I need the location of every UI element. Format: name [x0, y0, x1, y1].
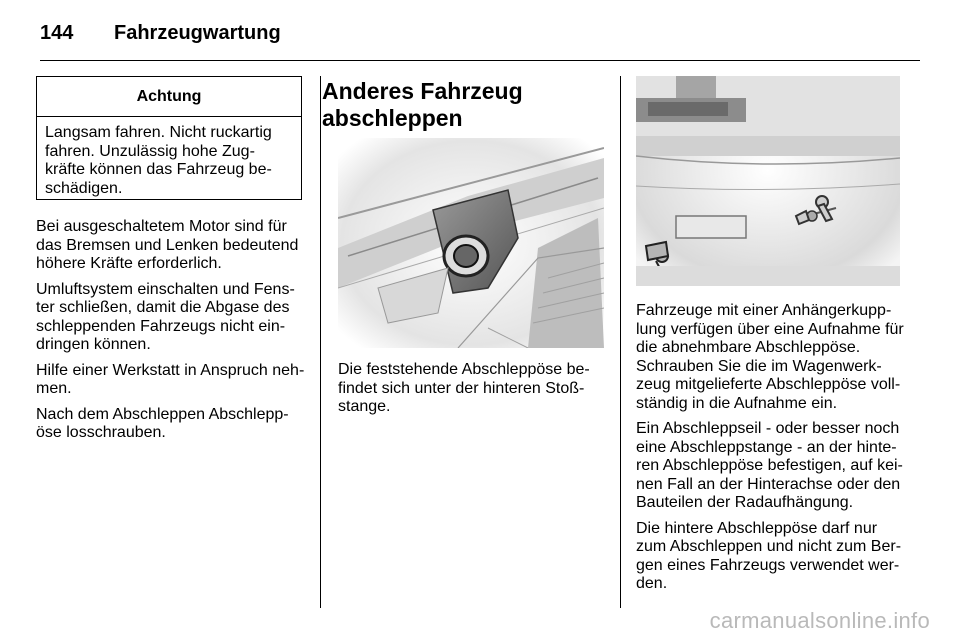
trailer-hitch-photo	[636, 76, 900, 286]
paragraph: Umluftsystem einschalten und Fens- ter schließen, damit die Abgase des schleppenden Fahrzeugs nicht ein- dringen können.	[36, 280, 295, 353]
paragraph: Bei ausgeschaltetem Motor sind für das Bremsen und Lenken bedeutend höhere Kräfte erforderlich.	[36, 218, 299, 272]
warning-title: Achtung	[37, 77, 301, 117]
paragraph: Nach dem Abschleppen Abschlepp- öse losschrauben.	[36, 405, 289, 441]
tow-eye-photo	[338, 138, 604, 348]
column-divider-1	[320, 76, 321, 608]
rear-bumper-illustration	[636, 76, 900, 286]
paragraph: Hilfe einer Werkstatt in Anspruch neh- men.	[36, 361, 305, 397]
watermark: carmanualsonline.info	[709, 608, 930, 633]
warning-line: kräfte können das Fahrzeug be-	[45, 161, 272, 178]
warning-line: fahren. Unzulässig hohe Zug-	[45, 142, 255, 160]
page-header	[40, 14, 920, 61]
section-title: Anderes Fahrzeug abschleppen	[322, 78, 523, 131]
column-divider-2	[620, 76, 621, 608]
warning-line: schädigen.	[45, 179, 123, 197]
paragraph: Ein Abschleppseil - oder besser noch eine Abschleppstange - an der hinte- ren Abschleppöse befestigen, auf kei- nen Fall an der Hinterachse oder den Bauteilen der Radaufhängung.	[636, 420, 903, 511]
page-title: Fahrzeugwartung	[114, 22, 281, 44]
tow-eye-illustration	[338, 138, 604, 348]
page-number: 144	[40, 22, 74, 44]
warning-text	[37, 117, 301, 198]
left-column-text	[36, 218, 308, 443]
warning-line: Langsam fahren. Nicht ruckartig	[45, 124, 272, 141]
warning-box	[36, 76, 302, 200]
photo-caption: Die feststehende Abschleppöse be- findet sich unter der hinteren Stoß- stange.	[338, 361, 590, 415]
paragraph: Die hintere Abschleppöse darf nur zum Abschleppen und nicht zum Ber- gen eines Fahrzeugs verwendet wer- den.	[636, 519, 902, 592]
right-column-text	[636, 302, 904, 594]
paragraph: Fahrzeuge mit einer Anhängerkupp- lung verfügen über eine Aufnahme für die abnehmbare Abschleppöse. Schrauben Sie die im Wagenwerk- zeug mitgelieferte Abschleppöse voll- ständig in die Aufnahme ein.	[636, 302, 904, 412]
